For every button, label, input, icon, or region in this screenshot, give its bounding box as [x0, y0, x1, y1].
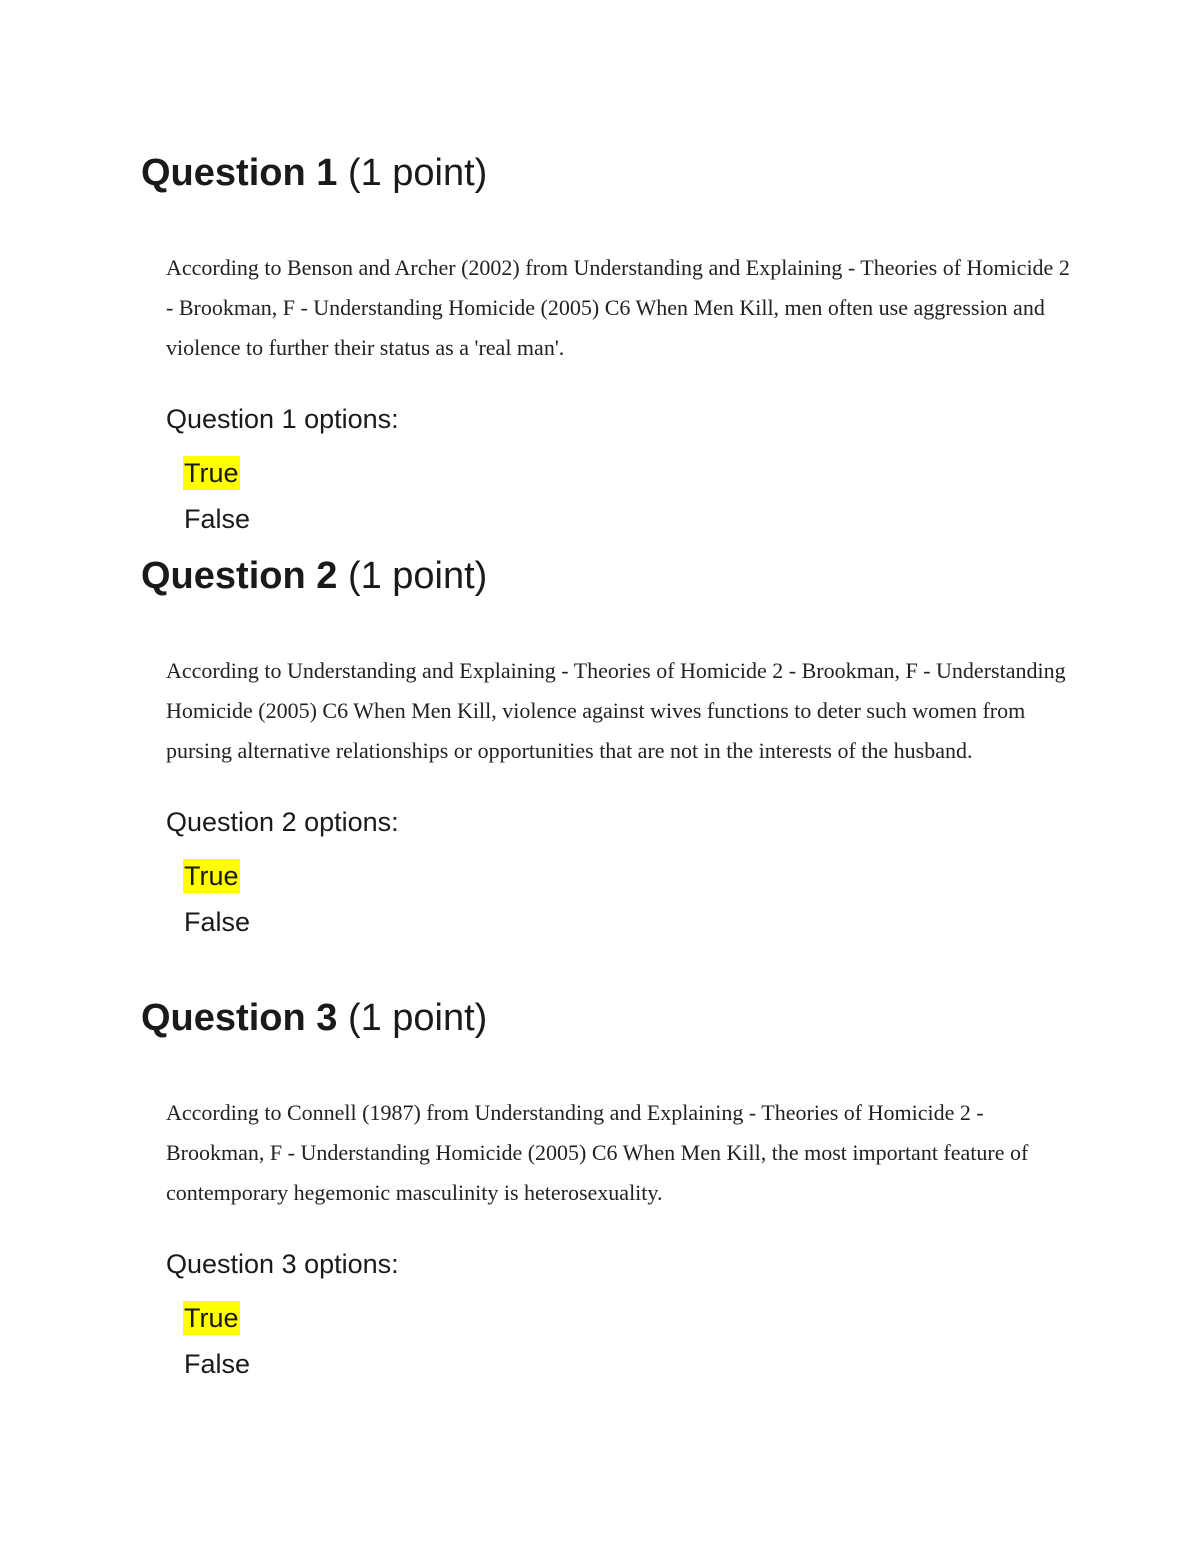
- question-title: Question 3: [141, 997, 338, 1039]
- question-heading: [141, 553, 1081, 599]
- question-3: [141, 995, 1081, 1387]
- option-label: False: [184, 504, 251, 534]
- options-label: Question 2 options:: [166, 807, 399, 837]
- question-heading: [141, 995, 1081, 1041]
- option-label: False: [184, 1349, 251, 1379]
- option-true[interactable]: [183, 1295, 1081, 1341]
- option-label: True: [184, 861, 239, 891]
- option-label: False: [184, 907, 251, 937]
- question-title: Question 1: [141, 152, 338, 194]
- option-label: True: [184, 458, 239, 488]
- question-points: (1 point): [347, 152, 488, 194]
- option-label: True: [184, 1303, 239, 1333]
- question-heading: [141, 150, 1081, 196]
- option-true[interactable]: [183, 853, 1081, 899]
- question-points: (1 point): [347, 555, 488, 597]
- option-false[interactable]: [183, 1341, 1081, 1387]
- option-false[interactable]: [183, 496, 1081, 542]
- question-text: According to Benson and Archer (2002) from Understanding and Explaining - Theories of Homicide 2 - Brookman, F - Understanding Homicide (2005) C6 When Men Kill, men often use aggression and violence to further their status as a 'real man'.: [166, 255, 1070, 360]
- options-label: Question 1 options:: [166, 404, 399, 434]
- question-text: According to Connell (1987) from Understanding and Explaining - Theories of Homicide 2 - Brookman, F - Understanding Homicide (2005) C6 When Men Kill, the most important feature of contemporary hegemonic masculinity is heterosexuality.: [166, 1100, 1029, 1205]
- question-text: According to Understanding and Explaining - Theories of Homicide 2 - Brookman, F - Understanding Homicide (2005) C6 When Men Kill, violence against wives functions to deter such women from pursing alternative relationships or opportunities that are not in the interests of the husband.: [166, 658, 1066, 763]
- option-true[interactable]: [183, 450, 1081, 496]
- question-1: [141, 150, 1081, 542]
- options-list: [141, 450, 1081, 542]
- options-list: [141, 1295, 1081, 1387]
- question-points: (1 point): [347, 997, 488, 1039]
- options-list: [141, 853, 1081, 945]
- option-false[interactable]: [183, 899, 1081, 945]
- question-2: [141, 553, 1081, 945]
- question-title: Question 2: [141, 555, 338, 597]
- options-label: Question 3 options:: [166, 1249, 399, 1279]
